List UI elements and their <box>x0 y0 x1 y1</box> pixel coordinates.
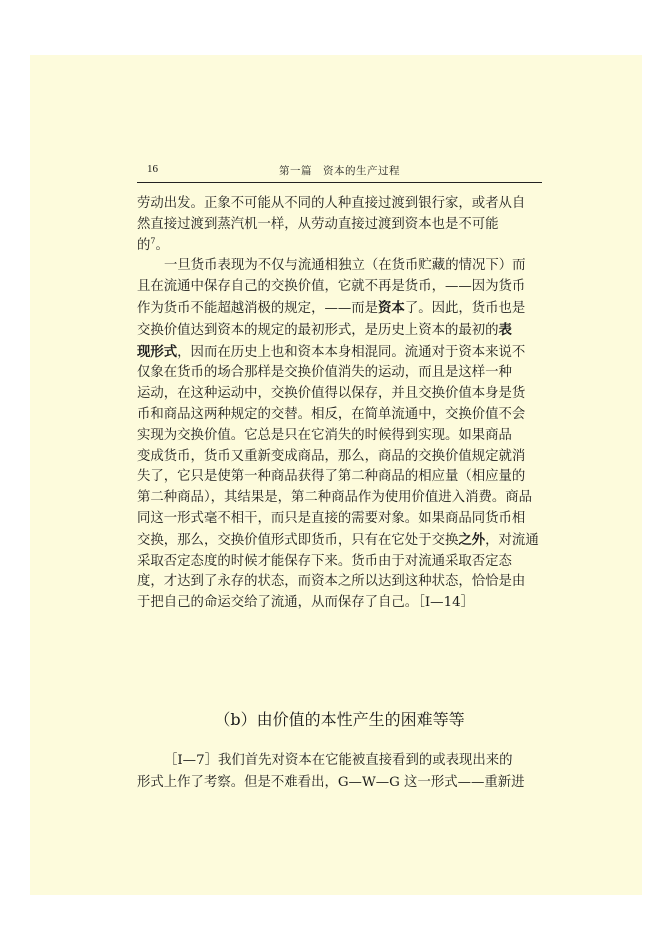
text-line: 形式上作了考察。但是不难看出，G—W—G 这一形式——重新进 <box>137 775 525 790</box>
emphasis-text: 表 <box>498 321 512 338</box>
text-fragment: 。 <box>155 237 169 253</box>
text-line: 失了，它只是使第一种商品获得了第二种商品的相应量（相应量的 <box>137 469 526 485</box>
section-heading: （b）由价值的本性产生的困难等等 <box>214 710 465 729</box>
body-text <box>137 194 542 614</box>
emphasis-text: 现形式 <box>137 343 178 360</box>
paragraph-1 <box>137 194 542 256</box>
text-line: 第二种商品），其结果是，第二种商品作为使用价值进入消费。商品 <box>137 490 533 506</box>
footnote-mark[interactable]: 7 <box>150 236 156 246</box>
body-text-continued <box>137 750 542 794</box>
text-fragment: ，对流通 <box>485 532 539 548</box>
text-line <box>137 530 542 552</box>
text-line <box>137 320 542 342</box>
paragraph-2 <box>137 256 542 614</box>
text-line: 仅象在货币的场合那样是交换价值消失的运动，而且是这样一种 <box>137 365 512 381</box>
page-header <box>137 160 542 183</box>
text-line: 然直接过渡到蒸汽机一样，从劳动直接过渡到资本也是不可能 <box>137 216 499 232</box>
emphasis-text: 资本 <box>378 299 405 316</box>
text-fragment: 交换，那么，交换价值形式即货币，只有在它处于交换 <box>137 532 459 548</box>
text-line: 一旦货币表现为不仅与流通相独立（在货币贮藏的情况下）而 <box>164 258 526 274</box>
text-line: 币和商品这两种规定的交替。相反，在简单流通中，交换价值不会 <box>137 406 526 422</box>
text-line: 度，才达到了永存的状态，而资本之所以达到这种状态，恰恰是由 <box>137 574 526 590</box>
running-head: 第一篇 资本的生产过程 <box>279 165 400 177</box>
page-number: 16 <box>147 163 158 175</box>
text-fragment: ，因而在历史上也和资本本身相混同。流通对于资本来说不 <box>177 344 526 360</box>
text-line: 运动，在这种运动中，交换价值得以保存，并且交换价值本身是货 <box>137 386 526 402</box>
text-line: 且在流通中保存自己的交换价值，它就不再是货币，——因为货币 <box>137 279 526 295</box>
text-fragment: 的 <box>137 237 151 253</box>
text-fragment: 作为货币不能超越消极的规定，——而是 <box>137 300 379 316</box>
text-line <box>137 298 542 320</box>
text-line: 实现为交换价值。它总是只在它消失的时候得到实现。如果商品 <box>137 427 512 443</box>
emphasis-text: 之外 <box>458 531 486 548</box>
text-line: 同这一形式毫不相干，而只是直接的需要对象。如果商品同货币相 <box>137 510 526 526</box>
text-line: 于把自己的命运交给了流通，从而保存了自己。［Ⅰ—14］ <box>137 595 475 611</box>
text-fragment: 交换价值达到资本的规定的最初形式，是历史上资本的最初的 <box>137 322 499 338</box>
text-line: 变成货币，货币又重新变成商品，那么，商品的交换价值规定就消 <box>137 448 526 464</box>
text-line: ［Ⅰ—7］我们首先对资本在它能被直接看到的或表现出来的 <box>164 753 513 768</box>
text-line <box>137 342 542 364</box>
text-line: 采取否定态度的时候才能保存下来。货币由于对流通采取否定态 <box>137 553 512 569</box>
text-fragment: 了。因此，货币也是 <box>404 300 526 316</box>
text-line: 劳动出发。正象不可能从不同的人种直接过渡到银行家，或者从自 <box>137 196 526 211</box>
text-line <box>137 236 542 257</box>
